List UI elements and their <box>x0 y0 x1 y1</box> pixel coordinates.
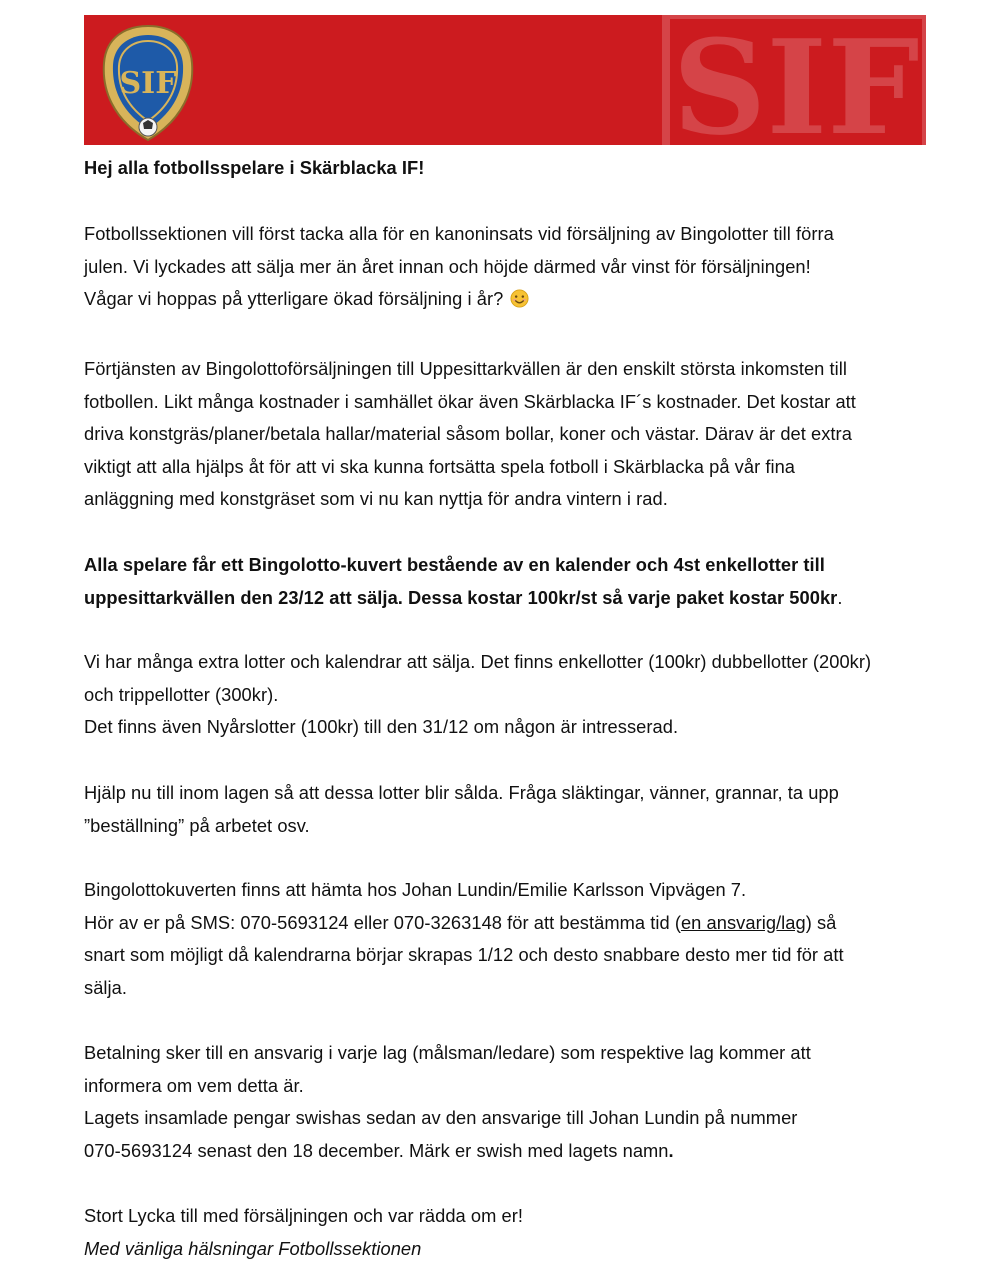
text-line: Lagets insamlade pengar swishas sedan av den ansvarige till Johan Lundin på nummer <box>84 1107 798 1129</box>
paragraph-pickup <box>84 874 844 1004</box>
text-line: Betalning sker till en ansvarig i varje lag (målsman/ledare) som respektive lag kommer att <box>84 1042 811 1063</box>
text-line: Förtjänsten av Bingolottoförsäljningen till Uppesittarkvällen är den enskilt största inkomsten till <box>84 358 847 379</box>
text-span: 070-5693124 senast den 18 december. Märk er swish med lagets namn <box>84 1139 669 1161</box>
text-line: driva konstgräs/planer/betala hallar/material såsom bollar, koner och västar. Därav är det extra <box>84 423 852 445</box>
text-line: Hjälp nu till inom lagen så att dessa lotter blir sålda. Fråga släktingar, vänner, grannar, ta upp <box>84 782 839 803</box>
paragraph-envelope <box>84 549 842 614</box>
text-line <box>84 907 844 940</box>
paragraph-payment <box>84 1037 811 1167</box>
text-line: ”beställning” på arbetet osv. <box>84 814 310 836</box>
smiling-face-emoji-icon <box>510 289 529 308</box>
paragraph-income <box>84 353 856 516</box>
crest-letters: SIF <box>119 66 177 101</box>
text-line: Det finns även Nyårslotter (100kr) till den 31/12 om någon är intresserad. <box>84 716 679 738</box>
sif-crest-icon <box>100 23 196 143</box>
text-span: ) så <box>805 911 837 933</box>
text-line: informera om vem detta är. <box>84 1074 304 1096</box>
header-banner <box>84 11 926 164</box>
paragraph-help <box>84 777 839 842</box>
text-line: viktigt att alla hjälps åt för att vi ska kunna fortsätta spela fotboll i Skärblacka på vår fina <box>84 455 796 477</box>
svg-text:SIF: SIF <box>672 11 920 164</box>
text-line: och trippellotter (300kr). <box>84 683 279 705</box>
text-span: Vågar vi hoppas på ytterligare ökad försäljning i år? <box>84 288 504 310</box>
paragraph-extra-tickets <box>84 646 871 744</box>
text-span: uppesittarkvällen den 23/12 att sälja. Dessa kostar 100kr/st så varje paket kostar 500kr <box>84 586 838 608</box>
text-line: anläggning med konstgräset som vi nu kan nyttja för andra vintern i rad. <box>84 488 668 510</box>
text-line <box>84 582 842 615</box>
sif-watermark-icon <box>626 11 926 164</box>
signature: Med vänliga hälsningar Fotbollssektionen <box>84 1237 422 1259</box>
text-line: julen. Vi lyckades att sälja mer än året innan och höjde därmed vår vinst för försäljningen! <box>84 255 811 277</box>
text-line: Fotbollssektionen vill först tacka alla för en kanoninsats vid försäljning av Bingolotter till förra <box>84 223 834 244</box>
text-span: en ansvarig/lag <box>680 911 806 933</box>
text-line <box>84 283 834 316</box>
greeting-heading: Hej alla fotbollsspelare i Skärblacka IF! <box>84 157 425 178</box>
text-span: . <box>668 1139 674 1161</box>
text-line: Bingolottokuverten finns att hämta hos Johan Lundin/Emilie Karlsson Vipvägen 7. <box>84 879 747 900</box>
text-span: . <box>837 586 843 608</box>
text-span: Hör av er på SMS: 070-5693124 eller 070-3263148 för att bestämma tid ( <box>84 911 681 933</box>
text-line: snart som möjligt då kalendrarna börjar skrapas 1/12 och desto snabbare desto mer tid för att <box>84 944 844 966</box>
text-line: Alla spelare får ett Bingolotto-kuvert bestående av en kalender och 4st enkellotter till <box>84 554 825 575</box>
text-line: fotbollen. Likt många kostnader i samhället ökar även Skärblacka IF´s kostnader. Det kostar att <box>84 390 856 412</box>
text-line <box>84 1135 811 1168</box>
text-line: sälja. <box>84 976 127 998</box>
closing-line: Stort Lycka till med försäljningen och var rädda om er! <box>84 1205 523 1226</box>
text-line: Vi har många extra lotter och kalendrar att sälja. Det finns enkellotter (100kr) dubbellotter (200kr) <box>84 651 872 672</box>
paragraph-thanks <box>84 218 834 316</box>
closing <box>84 1200 523 1265</box>
